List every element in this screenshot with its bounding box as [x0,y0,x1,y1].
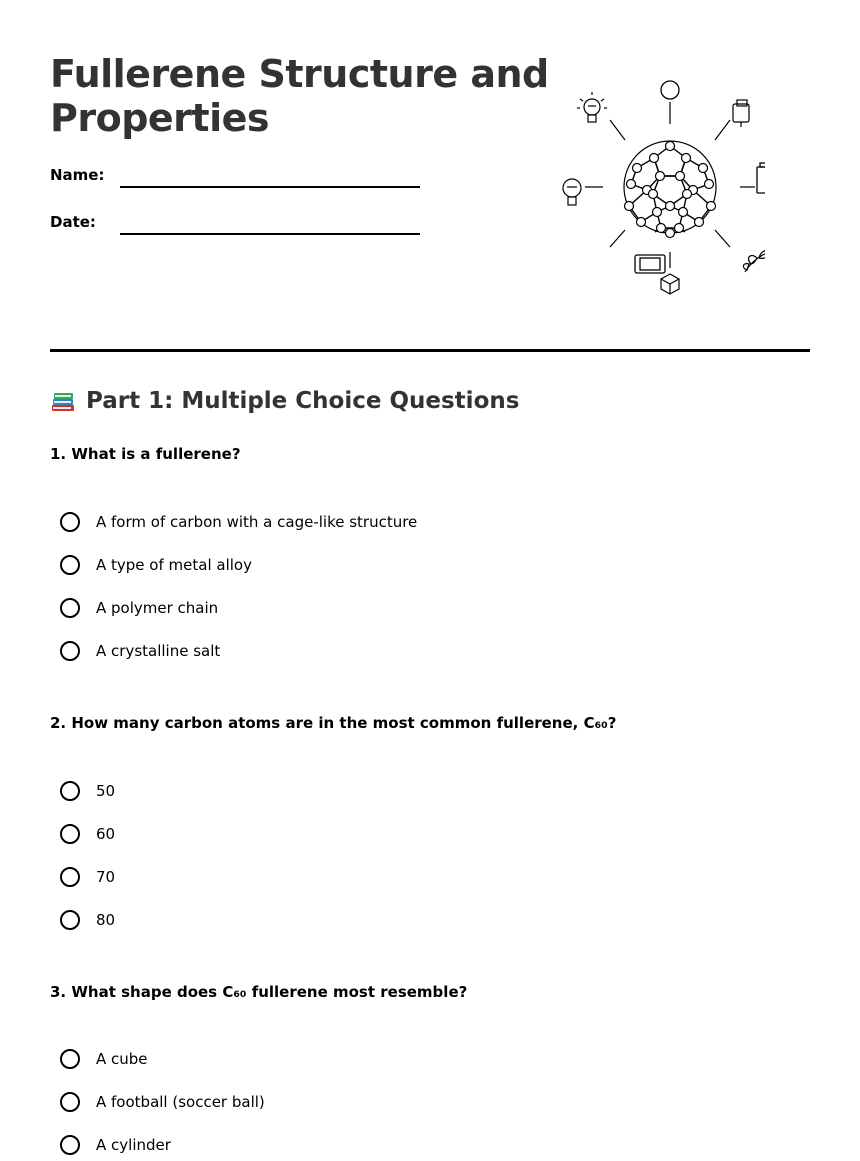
cube-icon [661,274,679,294]
option[interactable] [60,778,115,804]
question-2: 2. How many carbon atoms are in the most common fullerene, C₆₀? [50,714,617,732]
books-icon [50,388,76,414]
radio-button[interactable] [60,1092,80,1112]
option-label: A form of carbon with a cage-like structure [96,513,418,531]
option-label: 60 [96,825,116,843]
option-label: A cube [96,1050,148,1068]
section-heading [50,388,519,414]
header-divider [50,349,810,352]
option-label: 80 [96,911,116,929]
buckyball-icon [624,141,716,238]
radio-button[interactable] [60,867,80,887]
page-title: Fullerene Structure and Properties [50,52,549,140]
section-title: Part 1: Multiple Choice Questions [86,388,520,414]
battery-icon [757,163,765,193]
option-label: A football (soccer ball) [96,1093,265,1111]
option-label: 50 [96,782,116,800]
question-3: 3. What shape does C₆₀ fullerene most resemble? [50,983,468,1001]
option[interactable] [60,821,115,847]
option[interactable] [60,864,115,890]
sphere-icon [661,81,679,99]
radio-button[interactable] [60,555,80,575]
radio-button[interactable] [60,781,80,801]
option[interactable] [60,552,252,578]
date-field[interactable] [120,233,420,235]
glowing-light-bulb-icon [577,92,607,122]
question-1: 1. What is a fullerene? [50,445,241,463]
radio-button[interactable] [60,1135,80,1155]
option[interactable] [60,1132,171,1158]
option[interactable] [60,595,218,621]
radio-button[interactable] [60,910,80,930]
option-label: A polymer chain [96,599,219,617]
phone-icon [635,255,665,273]
option-label: 70 [96,868,116,886]
plant-leaf-icon [743,251,765,272]
option[interactable] [60,1089,265,1115]
date-label: Date: [50,213,96,231]
option[interactable] [60,509,417,535]
option-label: A crystalline salt [96,642,221,660]
worksheet-page [50,0,810,1161]
option-label: A type of metal alloy [96,556,252,574]
option[interactable] [60,1046,148,1072]
fullerene-illustration [555,72,765,297]
option[interactable] [60,638,220,664]
name-label: Name: [50,166,105,184]
option-label: A cylinder [96,1136,171,1154]
radio-button[interactable] [60,641,80,661]
name-field[interactable] [120,186,420,188]
option[interactable] [60,907,115,933]
radio-button[interactable] [60,512,80,532]
radio-button[interactable] [60,824,80,844]
radio-button[interactable] [60,1049,80,1069]
device-icon [733,100,749,127]
light-bulb-icon [563,179,581,205]
radio-button[interactable] [60,598,80,618]
